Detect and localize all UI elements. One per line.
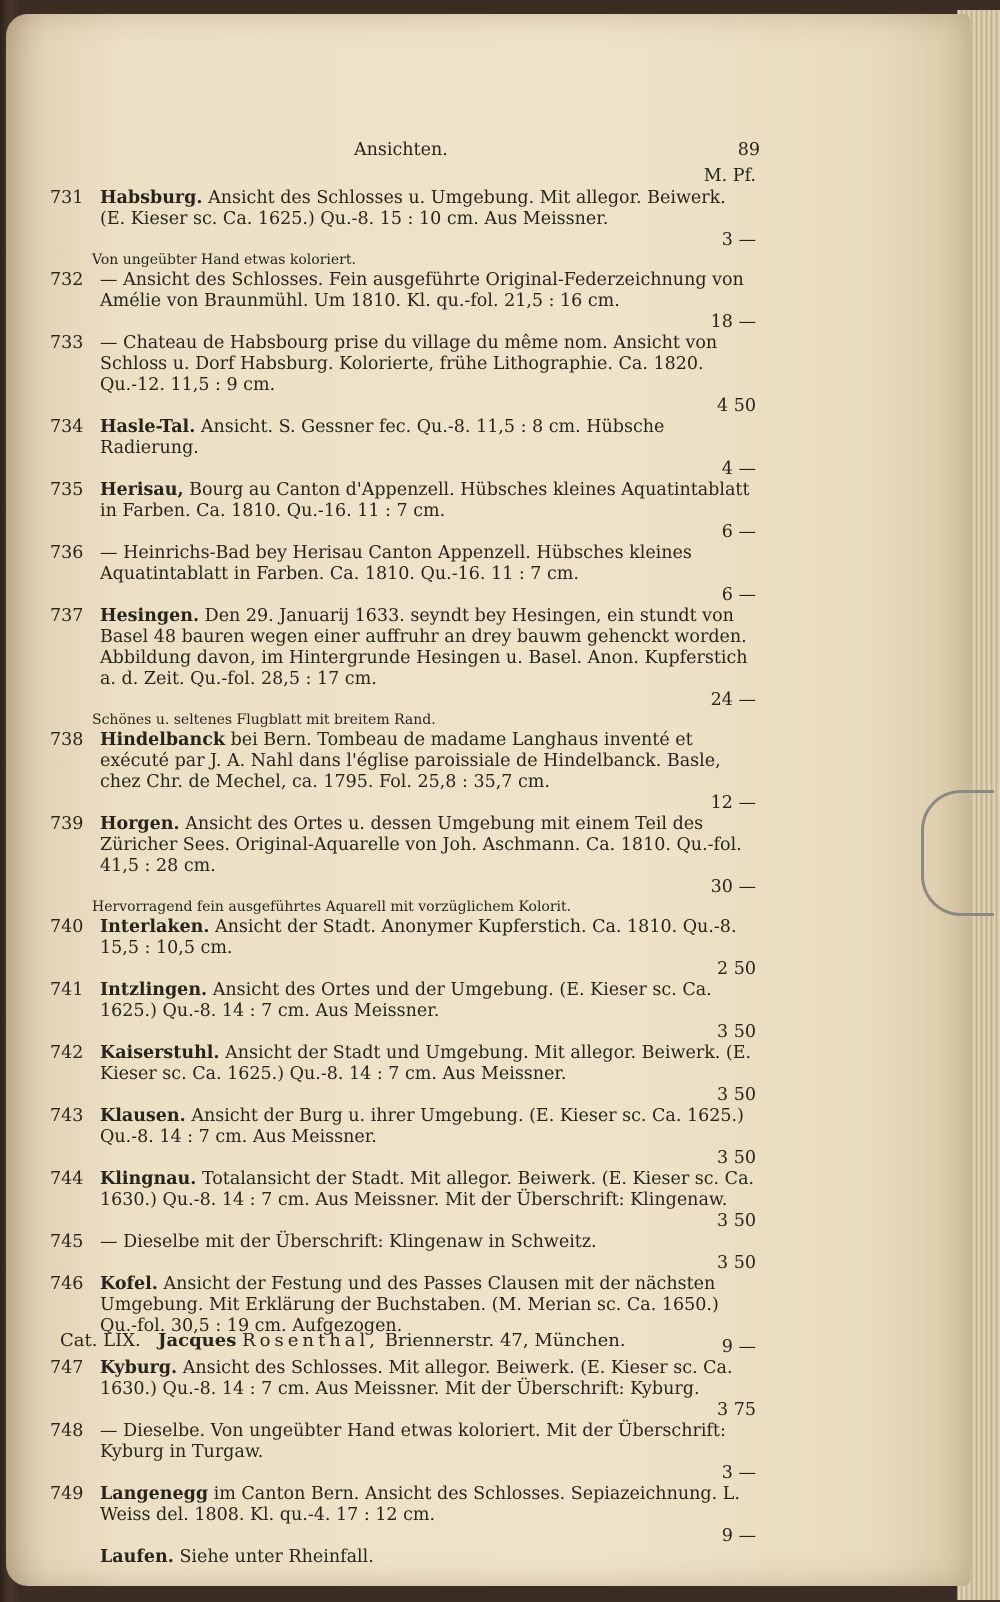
entry-description: Ansicht der Burg u. ihrer Umgebung. (E. Kieser sc. Ca. 1625.) Qu.-8. 14 : 7 cm. Aus Meissner. <box>100 1106 744 1147</box>
entry-body <box>100 1043 756 1106</box>
catalog-entry <box>44 606 756 711</box>
entry-price: 6 — <box>721 522 756 542</box>
entry-price: 3 50 <box>717 1148 756 1168</box>
catalog-entry <box>44 543 756 606</box>
entry-price: 4 — <box>721 459 756 479</box>
page-footer <box>60 1330 760 1351</box>
entry-place-name: Klingnau. <box>100 1169 197 1189</box>
entry-body <box>100 606 756 711</box>
entry-body <box>100 917 756 980</box>
entry-price: 3 50 <box>717 1253 756 1273</box>
entry-description: Siehe unter Rheinfall. <box>179 1547 374 1567</box>
entry-place-name: Hesingen. <box>100 606 200 626</box>
entry-body <box>100 1547 756 1568</box>
entry-price: 9 — <box>721 1337 756 1357</box>
catalog-entry <box>44 980 756 1043</box>
entry-body <box>100 270 756 333</box>
page-content <box>44 140 760 1568</box>
entry-place-name: Interlaken. <box>100 917 210 937</box>
entry-description: Den 29. Januarij 1633. seyndt bey Hesingen, ein stundt von Basel 48 bauren wegen einer auffruhr an drey bauwm gehenckt worden. Abbildung davon, im Hintergrunde Hesingen u. Basel. Anon. Kupferstich a. d. Zeit. Qu.-fol. 28,5 : 17 cm. <box>100 606 748 689</box>
entry-place-name: Hindelbanck <box>100 730 226 750</box>
catalog-entries <box>44 188 756 1568</box>
entry-body <box>100 543 756 606</box>
entry-price: 3 — <box>721 1463 756 1483</box>
catalog-entry <box>44 814 756 898</box>
running-head <box>44 140 760 166</box>
catalog-entry <box>44 188 756 251</box>
entry-description: bei Bern. Tombeau de madame Langhaus inventé et exécuté par J. A. Nahl dans l'église paroissiale de Hindelbanck. Basle, chez Chr. de Mechel, ca. 1795. Fol. 25,8 : 35,7 cm. <box>100 730 721 792</box>
firm-first-name: Jacques <box>157 1330 237 1351</box>
entry-body <box>100 417 756 480</box>
entry-price: 9 — <box>721 1526 756 1546</box>
entry-number: 745 <box>50 1232 84 1252</box>
entry-description: — Ansicht des Schlosses. Fein ausgeführte Original-Federzeichnung von Amélie von Braunmühl. Um 1810. Kl. qu.-fol. 21,5 : 16 cm. <box>100 270 744 311</box>
entry-price: 2 50 <box>717 959 756 979</box>
entry-description: — Dieselbe mit der Überschrift: Klingenaw in Schweitz. <box>100 1232 597 1252</box>
entry-number: 741 <box>50 980 84 1000</box>
entry-price: 3 50 <box>717 1211 756 1231</box>
entry-number: 736 <box>50 543 84 563</box>
entry-place-name: Laufen. <box>100 1547 174 1567</box>
entry-number: 740 <box>50 917 84 937</box>
catalog-entry <box>44 333 756 417</box>
entry-number: 735 <box>50 480 84 500</box>
entry-price: 18 — <box>710 312 756 332</box>
entry-description: — Chateau de Habsbourg prise du village du même nom. Ansicht von Schloss u. Dorf Habsburg. Kolorierte, frühe Lithographie. Ca. 1820. Qu.-12. 11,5 : 9 cm. <box>100 333 718 395</box>
entry-description: im Canton Bern. Ansicht des Schlosses. Sepiazeichnung. L. Weiss del. 1808. Kl. qu.-4. 17 : 12 cm. <box>100 1484 740 1525</box>
entry-price: 3 50 <box>717 1085 756 1105</box>
entry-number: 746 <box>50 1274 84 1294</box>
entry-place-name: Hasle-Tal. <box>100 417 196 437</box>
entry-note: Hervorragend fein ausgeführtes Aquarell mit vorzüglichem Kolorit. <box>92 899 572 915</box>
entry-body <box>100 1169 756 1232</box>
entry-number: 738 <box>50 730 84 750</box>
entry-description: Ansicht. S. Gessner fec. Qu.-8. 11,5 : 8 cm. Hübsche Radierung. <box>100 417 665 458</box>
entry-description: Ansicht der Stadt. Anonymer Kupferstich. Ca. 1810. Qu.-8. 15,5 : 10,5 cm. <box>100 917 737 958</box>
entry-description: Ansicht des Ortes u. dessen Umgebung mit einem Teil des Züricher Sees. Original-Aquarelle von Joh. Aschmann. Ca. 1810. Qu.-fol. 41,5 : 28 cm. <box>100 814 742 876</box>
page-number: 89 <box>737 140 760 160</box>
catalog-entry <box>44 1232 756 1274</box>
entry-number: 733 <box>50 333 84 353</box>
entry-price: 3 75 <box>717 1400 756 1420</box>
entry-description: Bourg au Canton d'Appenzell. Hübsches kleines Aquatintablatt in Farben. Ca. 1810. Qu.-16. 11 : 7 cm. <box>100 480 750 521</box>
price-column-header: M. Pf. <box>703 166 756 186</box>
entry-number: 744 <box>50 1169 84 1189</box>
entry-description: Ansicht des Ortes und der Umgebung. (E. Kieser sc. Ca. 1625.) Qu.-8. 14 : 7 cm. Aus Meissner. <box>100 980 712 1021</box>
entry-place-name: Klausen. <box>100 1106 186 1126</box>
entry-price: 3 50 <box>717 1022 756 1042</box>
entry-number: 734 <box>50 417 84 437</box>
entry-description: Ansicht des Schlosses u. Umgebung. Mit allegor. Beiwerk. (E. Kieser sc. Ca. 1625.) Qu.-8. 15 : 10 cm. Aus Meissner. <box>100 188 726 229</box>
entry-place-name: Horgen. <box>100 814 180 834</box>
entry-description: — Heinrichs-Bad bey Herisau Canton Appenzell. Hübsches kleines Aquatintablatt in Farben. Ca. 1810. Qu.-16. 11 : 7 cm. <box>100 543 692 584</box>
entry-number: 742 <box>50 1043 84 1063</box>
entry-place-name: Intzlingen. <box>100 980 208 1000</box>
entry-body <box>100 1484 756 1547</box>
entry-number: 748 <box>50 1421 84 1441</box>
paper-clip <box>921 790 994 916</box>
entry-description: — Dieselbe. Von ungeübter Hand etwas koloriert. Mit der Überschrift: Kyburg in Turgaw. <box>100 1421 726 1462</box>
running-title: Ansichten. <box>354 140 448 160</box>
entry-price: 24 — <box>710 690 756 710</box>
entry-description: Totalansicht der Stadt. Mit allegor. Beiwerk. (E. Kieser sc. Ca. 1630.) Qu.-8. 14 : 7 cm. Aus Meissner. Mit der Überschrift: Klingenaw. <box>100 1169 755 1210</box>
entry-place-name: Habsburg. <box>100 188 203 208</box>
entry-price: 3 — <box>721 230 756 250</box>
catalog-entry <box>44 917 756 980</box>
catalog-entry <box>44 730 756 814</box>
catalog-entry <box>44 1484 756 1547</box>
entry-body <box>100 980 756 1043</box>
entry-price: 12 — <box>710 793 756 813</box>
entry-place-name: Kyburg. <box>100 1358 178 1378</box>
entry-description: Ansicht der Stadt und Umgebung. Mit allegor. Beiwerk. (E. Kieser sc. Ca. 1625.) Qu.-8. 14 : 7 cm. Aus Meissner. <box>100 1043 752 1084</box>
catalog-entry <box>44 1106 756 1169</box>
entry-description: Ansicht der Festung und des Passes Clausen mit der nächsten Umgebung. Mit Erklärung der Buchstaben. (M. Merian sc. Ca. 1650.) Qu.-fol. 30,5 : 19 cm. Aufgezogen. <box>100 1274 719 1336</box>
entry-body <box>100 1421 756 1484</box>
catalog-entry <box>44 1043 756 1106</box>
catalog-number: Cat. LIX. <box>60 1330 141 1351</box>
entry-body <box>100 1106 756 1169</box>
catalog-entry <box>44 1358 756 1421</box>
entry-note: Von ungeübter Hand etwas koloriert. <box>92 252 356 268</box>
catalog-entry <box>44 1169 756 1232</box>
entry-price: 30 — <box>710 877 756 897</box>
catalog-entry <box>44 1421 756 1484</box>
entry-number: 732 <box>50 270 84 290</box>
entry-body <box>100 1358 756 1421</box>
entry-body <box>100 814 756 898</box>
entry-price: 4 50 <box>717 396 756 416</box>
entry-body <box>100 188 756 251</box>
entry-number: 739 <box>50 814 84 834</box>
entry-number: 743 <box>50 1106 84 1126</box>
firm-address: Briennerstr. 47, München. <box>384 1330 626 1351</box>
entry-place-name: Langenegg <box>100 1484 209 1504</box>
catalog-entry <box>44 270 756 333</box>
catalog-entry <box>44 1547 756 1568</box>
catalog-entry <box>44 480 756 543</box>
entry-body <box>100 480 756 543</box>
entry-description: Ansicht des Schlosses. Mit allegor. Beiwerk. (E. Kieser sc. Ca. 1630.) Qu.-8. 14 : 7 cm. Aus Meissner. Mit der Überschrift: Kyburg. <box>100 1358 733 1399</box>
entry-body <box>100 1232 756 1274</box>
firm-last-name: Rosenthal, <box>242 1330 380 1351</box>
entry-price: 6 — <box>721 585 756 605</box>
entry-number: 749 <box>50 1484 84 1504</box>
entry-place-name: Herisau, <box>100 480 184 500</box>
entry-number: 747 <box>50 1358 84 1378</box>
entry-place-name: Kaiserstuhl. <box>100 1043 220 1063</box>
entry-number: 731 <box>50 188 84 208</box>
catalog-entry <box>44 417 756 480</box>
entry-body <box>100 730 756 814</box>
entry-number: 737 <box>50 606 84 626</box>
entry-note: Schönes u. seltenes Flugblatt mit breitem Rand. <box>92 712 436 728</box>
entry-body <box>100 333 756 417</box>
entry-place-name: Kofel. <box>100 1274 158 1294</box>
